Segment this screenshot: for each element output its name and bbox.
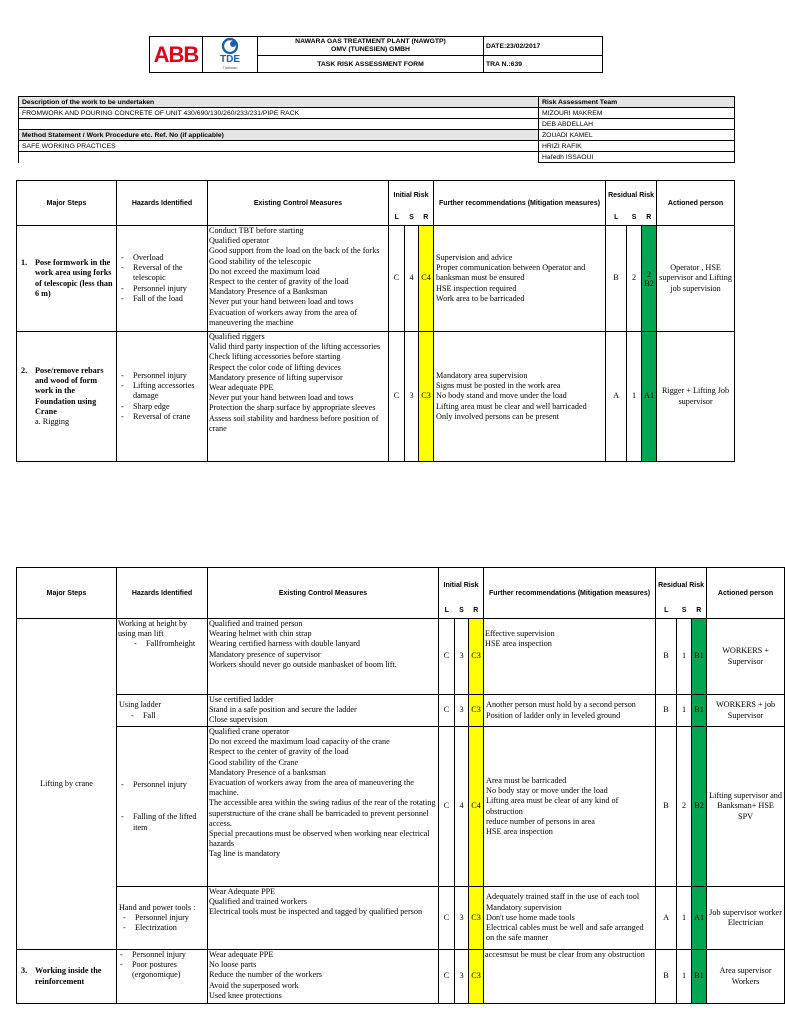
description-value: FROMWORK AND POURING CONCRETE OF UNIT 430/690/130/260/233/231/PIPE RACK bbox=[19, 108, 539, 119]
hazards-cell: - Personnel injury - Poor postures (ergonomique) bbox=[117, 950, 208, 1004]
table-row: Hand and power tools : - Personnel injury - Electrization Wear Adequate PPE Qualified and trained workers Electrical tools must be inspected and tagged by qualified person C 3 C3 Adequately trained staff in the use of each tool Mandatory supervision Don't use home made tools Electrical cables must be well and safe arranged on the safe manner A 1 A1 Job supervisor worker Electrician bbox=[17, 887, 785, 950]
residual-risk-badge: A1 bbox=[642, 332, 657, 462]
residual-risk-badge: B1 bbox=[692, 950, 707, 1004]
tde-logo: TDE Tunisian bbox=[203, 37, 258, 73]
further-cell: Mandatory area supervision Signs must be posted in the work area No body stand and move under the load Lifting area must be clear and well barricaded Only involved persons can be present bbox=[434, 332, 606, 462]
hazards-cell: - Overload - Reversal of the telescopic - Personnel injury - Fall of the load bbox=[117, 226, 208, 332]
col-actioned: Actioned person bbox=[707, 568, 785, 619]
col-actioned: Actioned person bbox=[657, 181, 735, 226]
table-row: - Personnel injury - Falling of the lifted item Qualified crane operator Do not exceed the maximum load capacity of the crane Respect to the center of gravity of the load Good stability of the Crane Mandatory Presence of a banksman Evacuation of workers away from the area of maneuvering the machine. The accessible area within the swing radius of the rear of the rotating superstructure of the crane shall be barricaded to prevent personnel access. Special precautions must be observed when working near electrical hazards Tag line is mandatory C 4 C4 Area must be barricaded No body stay or move under the load Lifting area must be clear of any kind of obstruction reduce number of persons in area HSE area inspection B 2 B2 Lifting supervisor and Banksman+ HSE SPV bbox=[17, 727, 785, 887]
controls-cell: Qualified crane operator Do not exceed the maximum load capacity of the crane Respect to the center of gravity of the load Good stability of the Crane Mandatory Presence of a banksman Evacuation of workers away from the area of maneuvering the machine. The accessible area within the swing radius of the rear of the rotating superstructure of the crane shall be barricaded to prevent personnel access. Special precautions must be observed when working near electrical hazards Tag line is mandatory bbox=[208, 727, 439, 887]
team-member: Hafedh ISSAOUI bbox=[539, 152, 735, 163]
hazards-cell: Working at height by using man lift - Fallfromheight bbox=[117, 619, 208, 695]
team-member: HRIZI RAFIK bbox=[539, 141, 735, 152]
initial-risk-badge: C3 bbox=[469, 950, 484, 1004]
col-major-steps: Major Steps bbox=[17, 181, 117, 226]
col-initial-risk: Initial Risk bbox=[389, 181, 434, 211]
table-row: 1. Pose formwork in the work area using forks of telescopic (less than 6 m) - Overload - Reversal of the telescopic - Personnel injury - Fall of the load Conduct TBT before starting Qualified operator Good support from the load on the back of the forks Good stability of the telescopic Do not exceed the maximum load Respect to the center of gravity of the load Mandatory Presence of a Banksman Never put your hand between load and tows Evacuation of workers away from the area of maneuvering the machine C 4 C4 Supervision and advice Proper communication between Operator and banksman must be ensured HSE inspection required Work area to be barricaded B 2 2 B2 Operator , HSE supervisor and Lifting job supervision bbox=[17, 226, 735, 332]
table-row: 2. Pose/remove rebars and wood of form work in the Foundation using Crane a. Rigging - Personnel injury - Lifting accessories damage - Sharp edge - Reversal of crane Qualified riggers Valid third party inspection of the lifting accessories Check lifting accessories before starting Respect the color code of lifting devices Mandatory presence of lifting supervisor Wear adequate PPE Never put your hand between load and tows Protection the sharp surface by appropriate sleeves Assess soil stability and hardness before position of crane C 3 C3 Mandatory area supervision Signs must be posted in the work area No body stand and move under the load Lifting area must be clear and well barricaded Only involved persons can be present A 1 A1 Rigger + Lifting Job supervisor bbox=[17, 332, 735, 462]
tde-emblem-icon bbox=[220, 38, 240, 54]
team-member: DEB ABDELLAH bbox=[539, 119, 735, 130]
col-controls: Existing Control Measures bbox=[208, 568, 439, 619]
initial-risk-badge: C3 bbox=[469, 695, 484, 727]
risk-table-2: Major Steps Hazards Identified Existing Control Measures Initial Risk Further recommendations (Mitigation measures) Residual Risk Actioned person L S R L S R Lifting by crane Working at height by using man lift - Fallfromheight Qualified and trained person Wearing helmet with chin strap Wearing certified harness with double lanyard Mandatory presence of supervisor Workers should never go outside manbasket of boom lift. C 3 C3 Effective supervision HSE area inspection B 1 B1 WORKERS + Supervisor Using ladder - Fall Use certified ladder Stand in a safe position and secure the ladder Close supervision C 3 C3 Another person must hold by a second person Position of ladder only in leveled ground B 1 B1 WORKERS + job Supervisor - Personnel injury - Falling of the lifted item Qualified crane operator Do not exceed the maximum load capacity of the crane Respect to the center of gravity of the load Good stability of the Crane Mandatory Presence of a banksman Evacuation of workers away from the area of maneuvering the machine. The accessible area within the swing radius of the rear of the rotating superstructure of the crane shall be barricaded to prevent personnel access. Special precautions must be observed when working near electrical hazards Tag line is mandatory C 4 C4 Area must be barricaded No body stay or move under the load Lifting area must be clear of any kind of obstruction reduce number of persons in area HSE area inspection B 2 B2 Lifting supervisor and Banksman+ HSE SPV Hand and power tools : - Personnel injury - Electrization Wear Adequate PPE Qualified and trained workers Electrical tools must be inspected and tagged by qualified person C 3 C3 Adequately trained staff in the use of each tool Mandatory supervision Don't use home made tools Electrical cables must be well and safe arranged on the safe manner A 1 A1 Job supervisor worker Electrician 3. Working inside the reinforcement - Personnel injury - Poor postures (ergonomique) Wear adequate PPE No loose parts Reduce the number of the workers Avoid the superposed work Used knee protections C 3 C3 accesmsut be must be clear from any obstruction B 1 B1 Area supervisor Workers bbox=[16, 567, 785, 1004]
controls-cell: Use certified ladder Stand in a safe position and secure the ladder Close supervision bbox=[208, 695, 439, 727]
step-text: Working inside the reinforcement bbox=[35, 966, 102, 986]
residual-risk-badge: A1 bbox=[692, 887, 707, 950]
method-value: SAFE WORKING PRACTICES bbox=[19, 141, 539, 152]
table-row: Using ladder - Fall Use certified ladder Stand in a safe position and secure the ladder Close supervision C 3 C3 Another person must hold by a second person Position of ladder only in leveled ground B 1 B1 WORKERS + job Supervisor bbox=[17, 695, 785, 727]
controls-cell: Wear Adequate PPE Qualified and trained workers Electrical tools must be inspected and tagged by qualified person bbox=[208, 887, 439, 950]
residual-risk-badge: B1 bbox=[692, 695, 707, 727]
hazards-cell: Using ladder - Fall bbox=[117, 695, 208, 727]
method-label: Method Statement / Work Procedure etc. Ref. No (if applicable) bbox=[19, 130, 539, 141]
initial-risk-badge: C3 bbox=[469, 619, 484, 695]
col-further: Further recommendations (Mitigation measures) bbox=[434, 181, 606, 226]
controls-cell: Wear adequate PPE No loose parts Reduce the number of the workers Avoid the superposed work Used knee protections bbox=[208, 950, 439, 1004]
controls-cell: Qualified and trained person Wearing helmet with chin strap Wearing certified harness with double lanyard Mandatory presence of supervisor Workers should never go outside manbasket of boom lift. bbox=[208, 619, 439, 695]
header-table bbox=[149, 36, 603, 73]
step-lifting-by-crane: Lifting by crane bbox=[17, 619, 117, 950]
further-cell: accesmsut be must be clear from any obstruction bbox=[484, 950, 656, 1004]
controls-cell: Conduct TBT before starting Qualified operator Good support from the load on the back of the forks Good stability of the telescopic Do not exceed the maximum load Respect to the center of gravity of the load Mandatory Presence of a Banksman Never put your hand between load and tows Evacuation of workers away from the area of maneuvering the machine bbox=[208, 226, 389, 332]
actioned-cell: WORKERS + Supervisor bbox=[707, 619, 785, 695]
col-major-steps: Major Steps bbox=[17, 568, 117, 619]
actioned-cell: WORKERS + job Supervisor bbox=[707, 695, 785, 727]
further-cell: Adequately trained staff in the use of each tool Mandatory supervision Don't use home made tools Electrical cables must be well and safe arranged on the safe manner bbox=[484, 887, 656, 950]
table-row: Lifting by crane Working at height by using man lift - Fallfromheight Qualified and trained person Wearing helmet with chin strap Wearing certified harness with double lanyard Mandatory presence of supervisor Workers should never go outside manbasket of boom lift. C 3 C3 Effective supervision HSE area inspection B 1 B1 WORKERS + Supervisor bbox=[17, 619, 785, 695]
initial-risk-badge: C4 bbox=[419, 226, 434, 332]
col-hazards: Hazards Identified bbox=[117, 568, 208, 619]
further-cell: Supervision and advice Proper communication between Operator and banksman must be ensured HSE inspection required Work area to be barricaded bbox=[434, 226, 606, 332]
residual-risk-badge: B2 bbox=[692, 727, 707, 887]
step-text: Pose formwork in the work area using forks of telescopic (less than 6 m) bbox=[35, 258, 113, 298]
team-member: ZOUADI KAMEL bbox=[539, 130, 735, 141]
col-further: Further recommendations (Mitigation measures) bbox=[484, 568, 656, 619]
further-cell: Area must be barricaded No body stay or move under the load Lifting area must be clear of any kind of obstruction reduce number of persons in area HSE area inspection bbox=[484, 727, 656, 887]
residual-risk-badge: 2 B2 bbox=[642, 226, 657, 332]
residual-risk-badge: B1 bbox=[692, 619, 707, 695]
hazards-cell: - Personnel injury - Falling of the lifted item bbox=[117, 727, 208, 887]
table-row: 3. Working inside the reinforcement - Personnel injury - Poor postures (ergonomique) Wear adequate PPE No loose parts Reduce the number of the workers Avoid the superposed work Used knee protections C 3 C3 accesmsut be must be clear from any obstruction B 1 B1 Area supervisor Workers bbox=[17, 950, 785, 1004]
initial-risk-badge: C3 bbox=[419, 332, 434, 462]
step-sub: a. Rigging bbox=[35, 416, 70, 426]
step-text: Pose/remove rebars and wood of form work in the Foundation using Crane bbox=[35, 365, 104, 416]
team-label: Risk Assessment Team bbox=[539, 97, 735, 108]
hazards-cell: - Personnel injury - Lifting accessories damage - Sharp edge - Reversal of crane bbox=[117, 332, 208, 462]
further-cell: Another person must hold by a second person Position of ladder only in leveled ground bbox=[484, 695, 656, 727]
plant-name: NAWARA GAS TREATMENT PLANT (NAWGTP) OMV (TUNESIEN) GMBH bbox=[258, 37, 484, 56]
further-cell: Effective supervision HSE area inspection bbox=[484, 619, 656, 695]
actioned-cell: Area supervisor Workers bbox=[707, 950, 785, 1004]
hazards-cell: Hand and power tools : - Personnel injury - Electrization bbox=[117, 887, 208, 950]
risk-table-1: Major Steps Hazards Identified Existing Control Measures Initial Risk Further recommendations (Mitigation measures) Residual Risk Actioned person L S R L S R 1. Pose formwork in the work area using forks of telescopic (less than 6 m) - Overload - Reversal of the telescopic - Personnel injury - Fall of the load Conduct TBT before starting Qualified operator Good support from the load on the back of the forks Good stability of the telescopic Do not exceed the maximum load Respect to the center of gravity of the load Mandatory Presence of a Banksman Never put your hand between load and tows Evacuation of workers away from the area of maneuvering the machine C 4 C4 Supervision and advice Proper communication between Operator and banksman must be ensured HSE inspection required Work area to be barricaded B 2 2 B2 Operator , HSE supervisor and Lifting job supervision 2. Pose/remove rebars and wood of form work in the Foundation using Crane a. Rigging - Personnel injury - Lifting accessories damage - Sharp edge - Reversal of crane Qualified riggers Valid third party inspection of the lifting accessories Check lifting accessories before starting Respect the color code of lifting devices Mandatory presence of lifting supervisor Wear adequate PPE Never put your hand between load and tows Protection the sharp surface by appropriate sleeves Assess soil stability and hardness before position of crane C 3 C3 Mandatory area supervision Signs must be posted in the work area No body stand and move under the load Lifting area must be clear and well barricaded Only involved persons can be present A 1 A1 Rigger + Lifting Job supervisor bbox=[16, 180, 735, 462]
actioned-cell: Operator , HSE supervisor and Lifting job supervision bbox=[657, 226, 735, 332]
date-field: DATE:23/02/2017 bbox=[484, 37, 603, 56]
col-hazards: Hazards Identified bbox=[117, 181, 208, 226]
actioned-cell: Lifting supervisor and Banksman+ HSE SPV bbox=[707, 727, 785, 887]
abb-logo: ABB bbox=[150, 37, 203, 73]
description-table bbox=[18, 96, 735, 163]
col-initial-risk: Initial Risk bbox=[439, 568, 484, 604]
description-label: Description of the work to be undertaken bbox=[19, 97, 539, 108]
form-title: TASK RISK ASSESSMENT FORM bbox=[258, 56, 484, 73]
col-residual-risk: Residual Risk bbox=[656, 568, 707, 604]
initial-risk-badge: C4 bbox=[469, 727, 484, 887]
tra-number: TRA N.:639 bbox=[484, 56, 603, 73]
col-controls: Existing Control Measures bbox=[208, 181, 389, 226]
controls-cell: Qualified riggers Valid third party inspection of the lifting accessories Check lifting accessories before starting Respect the color code of lifting devices Mandatory presence of lifting supervisor Wear adequate PPE Never put your hand between load and tows Protection the sharp surface by appropriate sleeves Assess soil stability and hardness before position of crane bbox=[208, 332, 389, 462]
actioned-cell: Rigger + Lifting Job supervisor bbox=[657, 332, 735, 462]
initial-risk-badge: C3 bbox=[469, 887, 484, 950]
actioned-cell: Job supervisor worker Electrician bbox=[707, 887, 785, 950]
team-member: MIZOURI MAKREM bbox=[539, 108, 735, 119]
col-residual-risk: Residual Risk bbox=[606, 181, 657, 211]
